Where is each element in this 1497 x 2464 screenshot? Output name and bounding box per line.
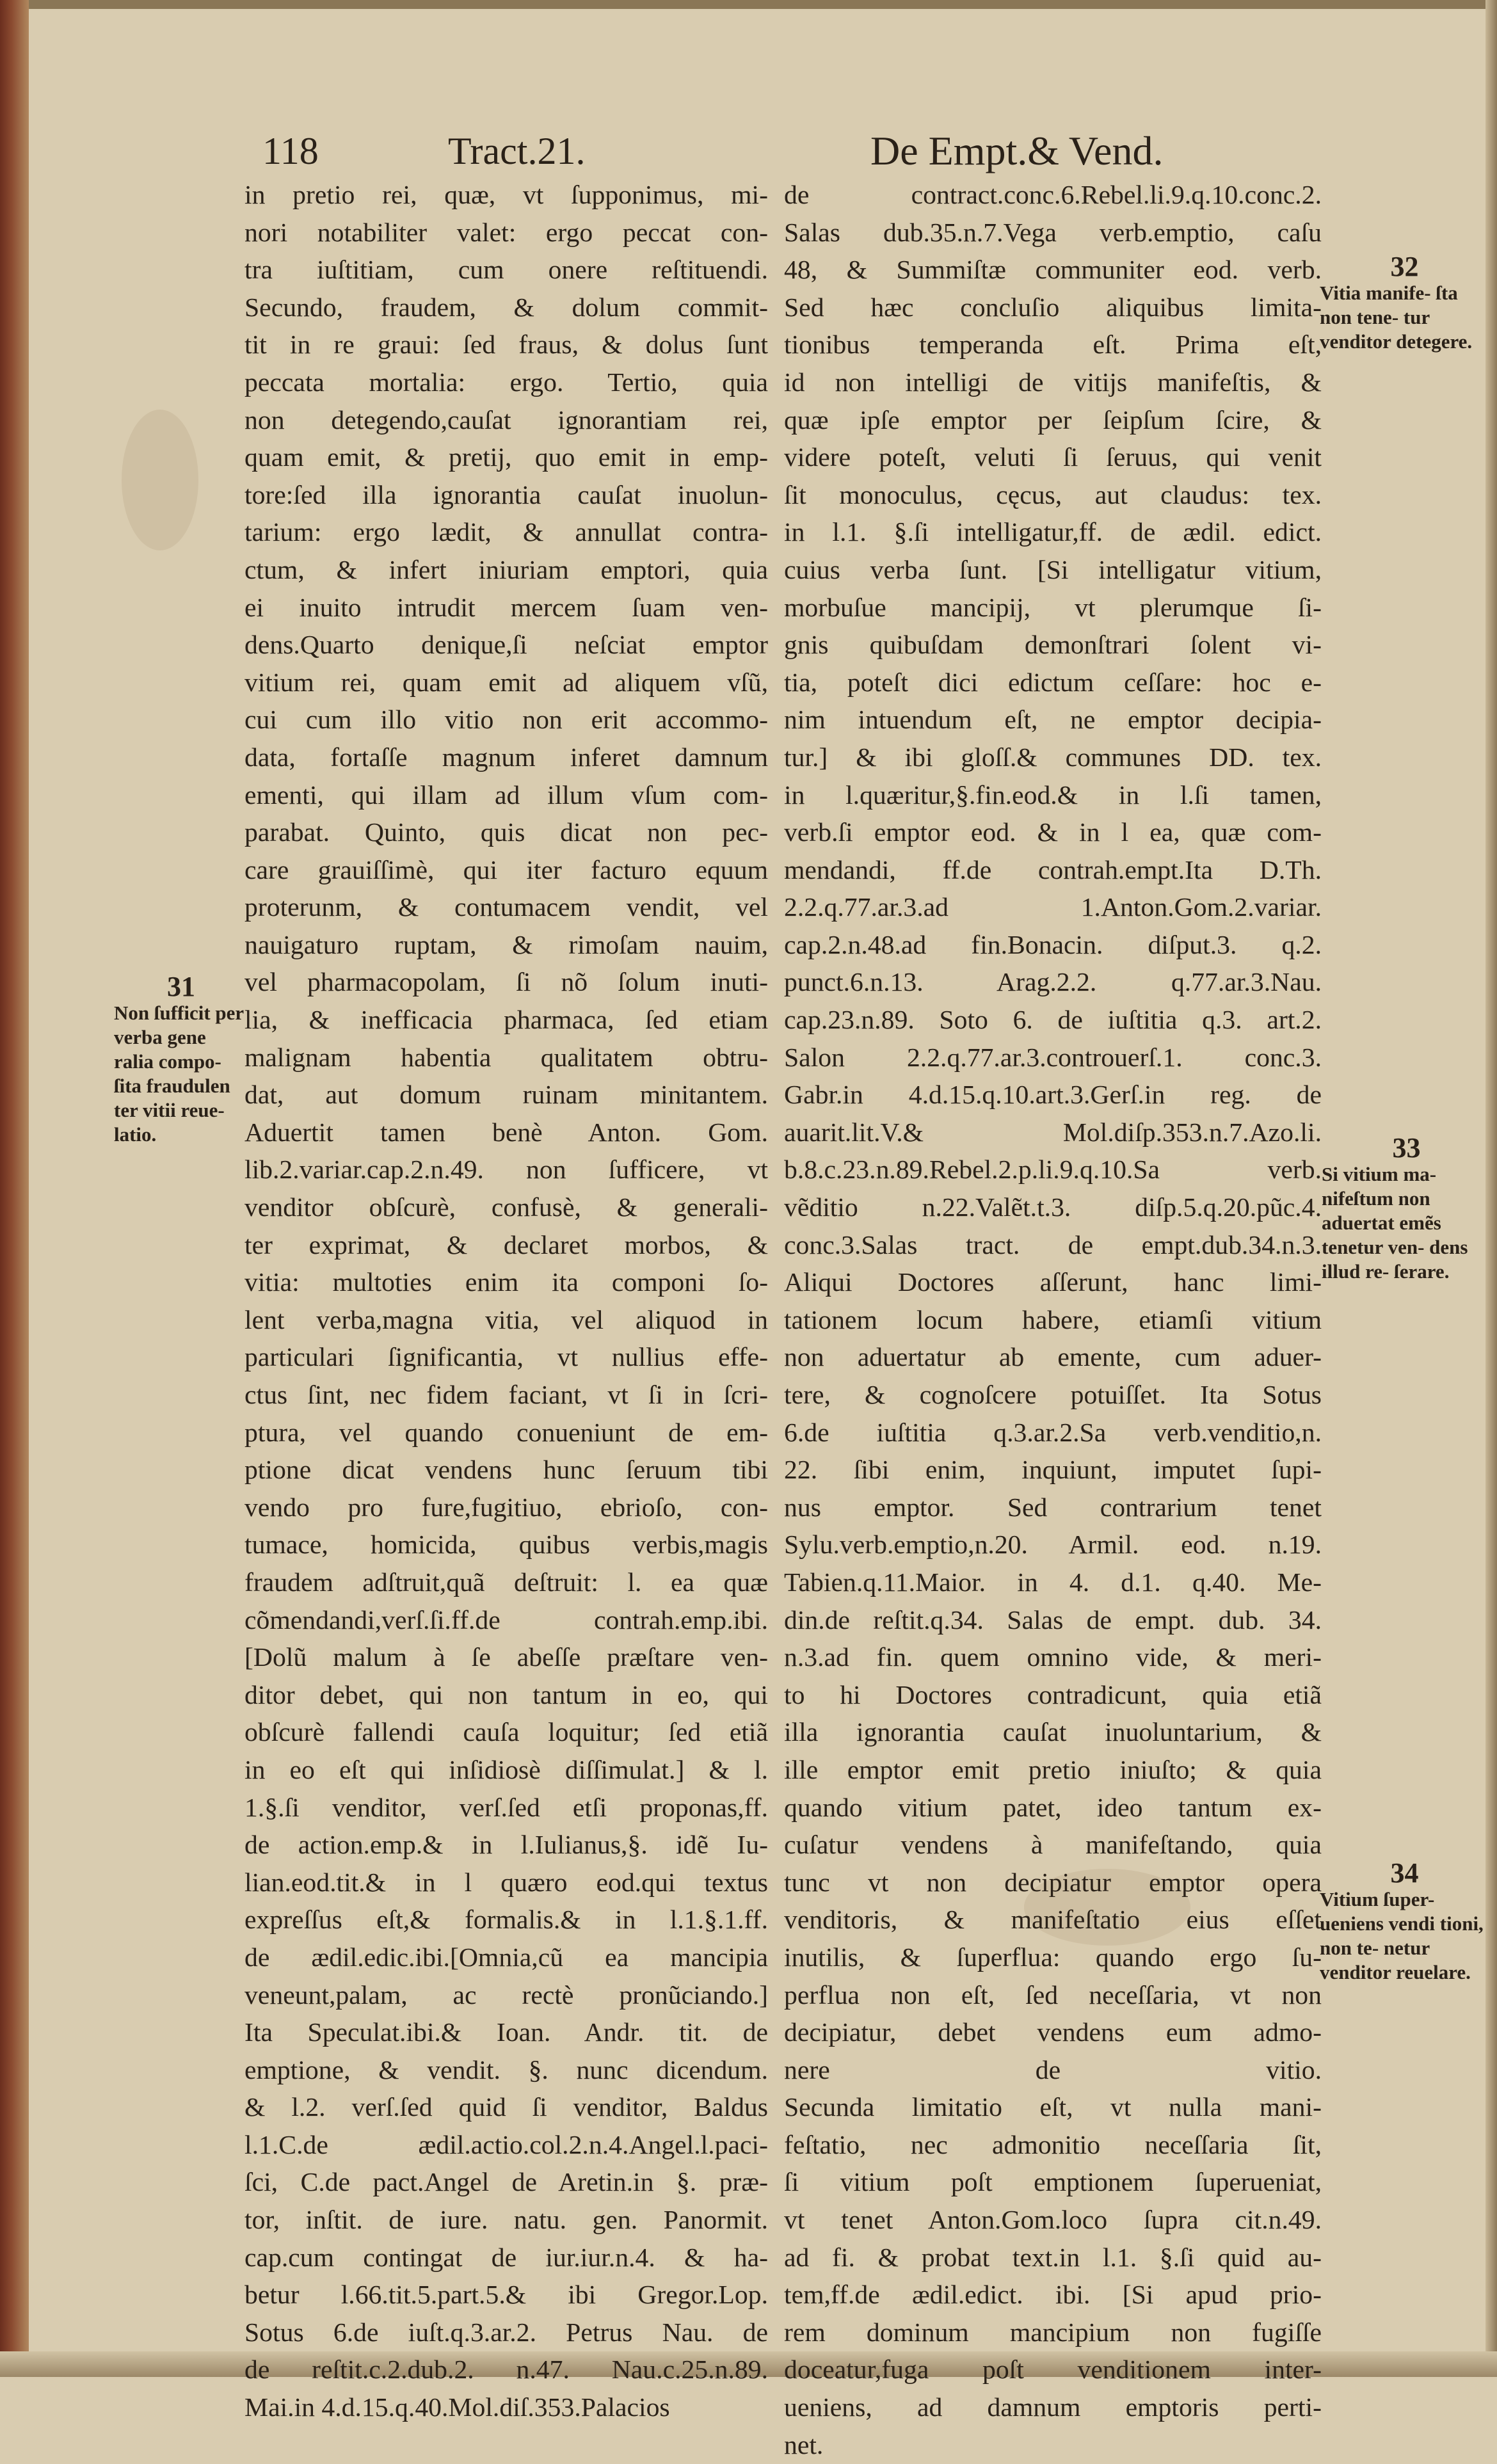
text-line: tia, poteſt dici edictum ceſſare: hoc e- (784, 668, 1322, 698)
text-line: vitium rei, quam emit ad aliquem vſũ, (244, 668, 768, 698)
text-line: tarium: ergo lædit, & annullat contra- (244, 518, 768, 548)
text-line: fraudem adſtruit,quã deſtruit: l. ea quæ (244, 1567, 768, 1597)
text-line: expreſſus eſt,& formalis.& in l.1.§.1.ff. (244, 1905, 768, 1935)
text-line: ille emptor emit pretio iniuſto; & quia (784, 1755, 1322, 1785)
text-line: net. (784, 2430, 824, 2460)
text-line: l.1.C.de ædil.actio.col.2.n.4.Angel.l.paci- (244, 2130, 768, 2160)
text-line: non detegendo,cauſat ignorantiam rei, (244, 405, 768, 435)
text-line: vendo pro fure,fugitiuo, ebrioſo, con- (244, 1492, 768, 1523)
text-line: venditor obſcurè, confusè, & generali- (244, 1193, 768, 1223)
text-line: ſi vitium poſt emptionem ſuperueniat, (784, 2168, 1322, 2198)
text-line: 2.2.q.77.ar.3.ad 1.Anton.Gom.2.variar. (784, 893, 1322, 923)
text-line: Sotus 6.de iuſt.q.3.ar.2. Petrus Nau. de (244, 2317, 768, 2348)
text-line: Aliqui Doctores aſſerunt, hanc limi- (784, 1268, 1322, 1298)
text-line: ueniens, ad damnum emptoris perti- (784, 2393, 1322, 2423)
margin-note-32 (1320, 253, 1489, 354)
paper-stain (122, 410, 198, 550)
text-line: quæ ipſe emptor per ſeipſum ſcire, & (784, 405, 1322, 435)
text-line: ementi, qui illam ad illum vſum com- (244, 780, 768, 810)
text-line: tem,ff.de ædil.edict. ibi. [Si apud prio- (784, 2280, 1322, 2310)
right-column (784, 177, 1322, 2464)
text-line: vitia: multoties enim ita componi ſo- (244, 1268, 768, 1298)
text-line: nori notabiliter valet: ergo peccat con- (244, 218, 768, 248)
text-line: ter exprimat, & declaret morbos, & (244, 1230, 768, 1260)
text-line: cuſatur vendens à manifeſtando, quia (784, 1830, 1322, 1860)
text-line: doceatur,fuga poſt venditionem inter- (784, 2355, 1322, 2385)
text-line: in eo eſt qui inſidiosè diſſimulat.] & l. (244, 1755, 768, 1785)
text-line: tor, inſtit. de iure. natu. gen. Panormit. (244, 2205, 768, 2236)
text-line: de contract.conc.6.Rebel.li.9.q.10.conc.2. (784, 180, 1322, 210)
tractatus-header: Tract.21. (448, 130, 586, 172)
text-line: in pretio rei, quæ, vt ſupponimus, mi- (244, 180, 768, 210)
text-line: emptione, & vendit. §. nunc dicendum. (244, 2055, 768, 2085)
text-line: Salon 2.2.q.77.ar.3.controuerſ.1. conc.3. (784, 1043, 1322, 1073)
text-line: tra iuſtitiam, cum onere reſtituendi. (244, 255, 768, 285)
text-line: inutilis, & ſuperflua: quando ergo ſu- (784, 1942, 1322, 1972)
text-line: de action.emp.& in l.Iulianus,§. idẽ Iu- (244, 1830, 768, 1860)
text-line: morbuſue mancipij, vt plerumque ſi- (784, 593, 1322, 623)
text-line: verb.ſi emptor eod. & in l ea, quæ com- (784, 818, 1322, 848)
text-line: non aduertatur ab emente, cum aduer- (784, 1343, 1322, 1373)
text-line: care grauiſſimè, qui iter facturo equum (244, 855, 768, 885)
text-line: 1.§.ſi venditor, verſ.ſed etſi proponas,ff. (244, 1793, 768, 1823)
text-line: tur.] & ibi gloſſ.& communes DD. tex. (784, 742, 1322, 772)
margin-note-number: 31 (167, 971, 195, 1002)
page-edge-top (0, 0, 1497, 9)
text-line: malignam habentia qualitatem obtru- (244, 1043, 768, 1073)
text-line: quando vitium patet, ideo tantum ex- (784, 1793, 1322, 1823)
text-line: cõmendandi,verſ.ſi.ff.de contrah.emp.ibi. (244, 1605, 768, 1635)
text-line: lib.2.variar.cap.2.n.49. non ſufficere, vt (244, 1155, 768, 1185)
text-line: ditor debet, qui non tantum in eo, qui (244, 1680, 768, 1710)
text-line: to hi Doctores contradicunt, quia etiã (784, 1680, 1322, 1710)
text-line: vẽditio n.22.Valẽt.t.3. diſp.5.q.20.pũc.4. (784, 1193, 1322, 1223)
text-line: tit in re graui: ſed fraus, & dolus ſunt (244, 330, 768, 360)
text-line: tunc vt non decipiatur emptor opera (784, 1868, 1322, 1898)
text-line: ſit monoculus, cęcus, aut claudus: tex. (784, 480, 1322, 510)
text-line: quam emit, & pretij, quo emit in emp- (244, 443, 768, 473)
text-line: Secundo, fraudem, & dolum commit- (244, 292, 768, 323)
left-column (244, 177, 768, 2427)
margin-note-number: 34 (1390, 1857, 1419, 1889)
text-line: de reſtit.c.2.dub.2. n.47. Nau.c.25.n.89. (244, 2355, 768, 2385)
margin-note-text: Si vitium ma- nifeſtum non aduertat emẽs tenetur ven- dens illud re- ſerare. (1322, 1163, 1468, 1283)
text-line: Mai.in 4.d.15.q.40.Mol.diſ.353.Palacios (244, 2393, 670, 2423)
text-line: 48, & Summiſtæ communiter eod. verb. (784, 255, 1322, 285)
text-line: Ita Speculat.ibi.& Ioan. Andr. tit. de (244, 2018, 768, 2048)
text-line: ctum, & infert iniuriam emptori, quia (244, 555, 768, 585)
text-line: lia, & inefficacia pharmaca, ſed etiam (244, 1005, 768, 1036)
text-line: cui cum illo vitio non erit accommo- (244, 705, 768, 735)
text-line: nere de vitio. (784, 2055, 1322, 2085)
text-line: vel pharmacopolam, ſi nõ ſolum inuti- (244, 968, 768, 998)
text-line: videre poteſt, veluti ſi ſeruus, qui venit (784, 443, 1322, 473)
margin-note-34 (1320, 1859, 1489, 1985)
text-line: cuius verba ſunt. [Si intelligatur vitium, (784, 555, 1322, 585)
margin-note-33 (1322, 1134, 1491, 1284)
text-line: 22. ſibi enim, inquiunt, imputet ſupi- (784, 1455, 1322, 1485)
text-line: ptione dicat vendens hunc ſeruum tibi (244, 1455, 768, 1485)
text-line: betur l.66.tit.5.part.5.& ibi Gregor.Lop. (244, 2280, 768, 2310)
text-line: gnis quibuſdam demonſtrari ſolent vi- (784, 630, 1322, 660)
text-line: ctus ſint, nec fidem faciant, vt ſi in ſcri- (244, 1380, 768, 1410)
text-line: & l.2. verſ.ſed quid ſi venditor, Baldus (244, 2093, 768, 2123)
text-line: ei inuito intrudit mercem ſuam ven- (244, 593, 768, 623)
text-line: mendandi, ff.de contrah.empt.Ita D.Th. (784, 855, 1322, 885)
text-line: tationem locum habere, etiamſi vitium (784, 1305, 1322, 1335)
margin-note-text: Non ſufficit per verba gene ralia compo- ſita fraudulen ter vitii reue- latio. (114, 1002, 244, 1146)
text-line: data, fortaſſe magnum inferet damnum (244, 742, 768, 772)
text-line: Tabien.q.11.Maior. in 4. d.1. q.40. Me- (784, 1567, 1322, 1597)
text-line: tore:ſed illa ignorantia cauſat inuolun- (244, 480, 768, 510)
text-line: nauigaturo ruptam, & rimoſam nauim, (244, 930, 768, 960)
text-line: nus emptor. Sed contrarium tenet (784, 1492, 1322, 1523)
running-title: De Empt.& Vend. (870, 128, 1164, 173)
text-line: obſcurè fallendi cauſa loquitur; ſed etiã (244, 1718, 768, 1748)
text-line: decipiatur, debet vendens eum admo- (784, 2018, 1322, 2048)
text-line: id non intelligi de vitijs manifeſtis, & (784, 367, 1322, 397)
text-line: Salas dub.35.n.7.Vega verb.emptio, caſu (784, 218, 1322, 248)
text-line: de ædil.edic.ibi.[Omnia,cũ ea mancipia (244, 1942, 768, 1972)
text-line: particulari ſignificantia, vt nullius effe- (244, 1343, 768, 1373)
margin-note-31 (114, 973, 248, 1147)
text-line: din.de reſtit.q.34. Salas de empt. dub. 34. (784, 1605, 1322, 1635)
text-line: auarit.lit.V.& Mol.diſp.353.n.7.Azo.li. (784, 1117, 1322, 1148)
text-line: peccata mortalia: ergo. Tertio, quia (244, 367, 768, 397)
margin-note-number: 33 (1392, 1132, 1421, 1164)
text-line: Secunda limitatio eſt, vt nulla mani- (784, 2093, 1322, 2123)
text-line: cap.cum contingat de iur.iur.n.4. & ha- (244, 2243, 768, 2273)
text-line: illa ignorantia cauſat inuoluntarium, & (784, 1718, 1322, 1748)
page-edge-left (0, 0, 29, 2377)
text-line: tumace, homicida, quibus verbis,magis (244, 1530, 768, 1560)
text-line: parabat. Quinto, quis dicat non pec- (244, 818, 768, 848)
text-line: cap.2.n.48.ad fin.Bonacin. diſput.3. q.2. (784, 930, 1322, 960)
page-number: 118 (262, 130, 319, 172)
text-line: venditoris, & manifeſtatio eius eſſet (784, 1905, 1322, 1935)
text-line: punct.6.n.13. Arag.2.2. q.77.ar.3.Nau. (784, 968, 1322, 998)
text-line: feſtatio, nec admonitio neceſſaria ſit, (784, 2130, 1322, 2160)
text-line: Aduertit tamen benè Anton. Gom. (244, 1117, 768, 1148)
text-line: nim intuendum eſt, ne emptor decipia- (784, 705, 1322, 735)
text-line: ſci, C.de pact.Angel de Aretin.in §. præ- (244, 2168, 768, 2198)
text-line: ad fi. & probat text.in l.1. §.ſi quid au- (784, 2243, 1322, 2273)
text-line: dat, aut domum ruinam minitantem. (244, 1080, 768, 1110)
text-line: tionibus temperanda eſt. Prima eſt, (784, 330, 1322, 360)
text-line: in l.quæritur,§.fin.eod.& in l.ſi tamen, (784, 780, 1322, 810)
margin-note-text: Vitium ſuper- ueniens vendi tioni, non te- netur venditor reuelare. (1320, 1888, 1484, 1983)
text-line: proterunm, & contumacem vendit, vel (244, 893, 768, 923)
text-line: Sed hæc concluſio aliquibus limita- (784, 292, 1322, 323)
text-line: cap.23.n.89. Soto 6. de iuſtitia q.3. art.2. (784, 1005, 1322, 1036)
text-line: lian.eod.tit.& in l quæro eod.qui textus (244, 1868, 768, 1898)
margin-note-text: Vitia manife- ſta non tene- tur venditor detegere. (1320, 282, 1473, 353)
margin-note-number: 32 (1390, 251, 1419, 282)
text-line: b.8.c.23.n.89.Rebel.2.p.li.9.q.10.Sa verb. (784, 1155, 1322, 1185)
text-line: Gabr.in 4.d.15.q.10.art.3.Gerſ.in reg. de (784, 1080, 1322, 1110)
text-line: conc.3.Salas tract. de empt.dub.34.n.3. (784, 1230, 1322, 1260)
text-line: in l.1. §.ſi intelligatur,ff. de ædil. edict. (784, 518, 1322, 548)
text-line: [Dolũ malum à ſe abeſſe præſtare ven- (244, 1643, 768, 1673)
text-line: lent verba,magna vitia, vel aliquod in (244, 1305, 768, 1335)
text-line: tere, & cognoſcere potuiſſet. Ita Sotus (784, 1380, 1322, 1410)
text-line: Sylu.verb.emptio,n.20. Armil. eod. n.19. (784, 1530, 1322, 1560)
text-line: 6.de iuſtitia q.3.ar.2.Sa verb.venditio,n. (784, 1418, 1322, 1448)
text-line: rem dominum mancipium non fugiſſe (784, 2317, 1322, 2348)
text-line: dens.Quarto denique,ſi neſciat emptor (244, 630, 768, 660)
text-line: perflua non eſt, ſed neceſſaria, vt non (784, 1980, 1322, 2010)
text-line: n.3.ad fin. quem omnino vide, & meri- (784, 1643, 1322, 1673)
text-line: veneunt,palam, ac rectè pronũciando.] (244, 1980, 768, 2010)
text-line: vt tenet Anton.Gom.loco ſupra cit.n.49. (784, 2205, 1322, 2236)
text-line: ptura, vel quando conueniunt de em- (244, 1418, 768, 1448)
